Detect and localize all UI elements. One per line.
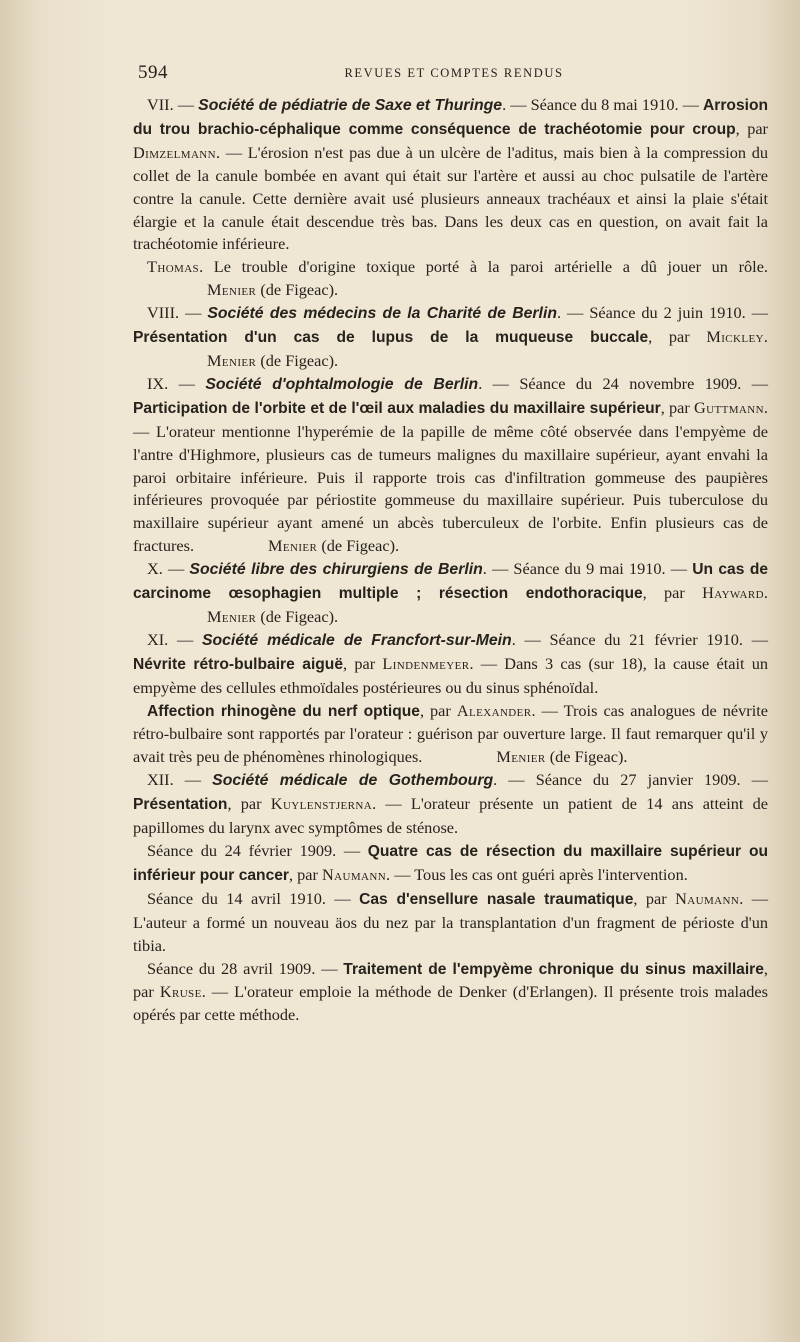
- paragraph-seance-28-avril: [133, 958, 768, 1028]
- paragraph-x: [133, 558, 768, 629]
- communication-title: Affection rhinogène du nerf optique: [147, 702, 420, 720]
- reviewer-signature: [254, 535, 399, 558]
- reviewer-signature: [482, 746, 627, 769]
- reviewer-location: (de Figeac).: [317, 536, 400, 556]
- communication-title: Traitement de l'empyème chronique du sinus maxillaire: [343, 960, 764, 978]
- reviewer-location: (de Figeac).: [256, 606, 339, 626]
- by-text: , par: [735, 118, 768, 138]
- body-text: . — Tous les cas ont guéri après l'intervention.: [386, 864, 688, 884]
- reviewer-name: Menier: [207, 280, 257, 300]
- society-name: Société de pédiatrie de Saxe et Thuringe: [198, 97, 503, 114]
- author-name: Naumann: [321, 864, 387, 884]
- reviewer-signature: [193, 350, 338, 373]
- author-name: Guttmann: [693, 397, 764, 417]
- communication-title: Névrite rétro-bulbaire aiguë: [133, 655, 344, 673]
- section-number: XI. —: [147, 629, 202, 649]
- paragraph-alexander: [133, 700, 768, 770]
- author-name: Alexander: [456, 700, 532, 720]
- society-name: Société libre des chirurgiens de Berlin: [189, 561, 483, 579]
- article-body: [133, 94, 768, 1027]
- author-name: Kuylenstjerna: [270, 794, 373, 814]
- author-name: Kruse: [159, 982, 202, 1002]
- session-text: Séance du 14 avril 1910. —: [147, 888, 360, 908]
- body-text: . — Trois cas analogues de névrite rétro-bulbaire sont rapportés par l'orateur : guérison par ouverture large. Il faut remarquer qu'il y avait très peu de phénomènes rhinologiques.: [133, 700, 768, 767]
- body-text: . — L'orateur présente un patient de 14 ans atteint de papillomes du larynx avec symptômes de sténose.: [133, 794, 768, 838]
- reviewer-name: Menier: [207, 606, 257, 626]
- by-text: , par: [633, 888, 676, 908]
- session-text: . — Séance du 21 février 1910. —: [511, 629, 768, 649]
- paragraph-vii: [133, 94, 768, 256]
- section-number: X. —: [147, 559, 190, 579]
- section-number: XII. —: [147, 770, 213, 790]
- by-text: , par: [288, 864, 322, 884]
- society-name: Société d'ophtalmologie de Berlin: [205, 375, 479, 393]
- page-header: [138, 62, 770, 90]
- author-name: Hayward: [702, 583, 764, 603]
- reviewer-location: (de Figeac).: [256, 350, 339, 370]
- society-name: Société des médecins de la Charité de Berlin: [207, 305, 557, 323]
- by-text: , par: [227, 794, 271, 814]
- paragraph-viii: [133, 302, 768, 373]
- session-text: Séance du 24 février 1909. —: [147, 841, 368, 860]
- by-text: , par: [648, 327, 707, 347]
- section-number: IX. —: [147, 373, 206, 393]
- communication-title: Cas d'ensellure nasale traumatique: [359, 890, 634, 908]
- body-text: . — L'orateur mentionne l'hyperémie de la papille de même côté observée dans l'empyème de l'antre d'Highmore, plusieurs cas de tumeurs malignes du maxillaire supérieur, ayant envahi la paroi orbitaire inférieure. Puis il rapporte trois cas d'infiltration gommeuse des paupières inférieures provoquée par périostite gommeuse du maxillaire supérieur. Puis tuberculose du maxillaire supérieur ayant amené un abcès tuberculeux de l'orbite. Enfin plusieurs cas de fractures.: [133, 397, 768, 556]
- session-text: . — Séance du 24 novembre 1909. —: [478, 373, 769, 393]
- section-number: VII. —: [147, 95, 199, 114]
- body-text: . — L'érosion n'est pas due à un ulcère de l'aditus, mais bien à la compression du collet de la canule bombée en avant qui était sur l'artère et aussi au choc pulsatile de l'artère contre la canule. Cette dernière avait usé plusieurs anneaux trachéaux et ainsi la plaie s'était élargie et la canule était descendue très bas. Dans les deux cas en question, on avait fait la trachéotomie inférieure.: [133, 142, 768, 254]
- author-name: Lindenmeyer: [382, 653, 470, 673]
- by-text: , par: [419, 700, 457, 720]
- by-text: , par: [133, 958, 768, 1002]
- session-text: . — Séance du 2 juin 1910. —: [557, 303, 769, 323]
- author-name: Thomas: [147, 257, 200, 277]
- society-name: Société médicale de Francfort-sur-Mein: [201, 631, 512, 649]
- session-text: . — Séance du 27 janvier 1909. —: [493, 770, 769, 790]
- reviewer-name: Menier: [496, 747, 546, 767]
- paragraph-thomas: [133, 256, 768, 302]
- session-text: . — Séance du 9 mai 1910. —: [482, 559, 693, 579]
- reviewer-name: Menier: [268, 536, 318, 556]
- section-number: VIII. —: [147, 303, 208, 323]
- reviewer-location: (de Figeac).: [545, 747, 628, 767]
- by-text: , par: [642, 583, 703, 603]
- session-text: Séance du 28 avril 1909. —: [147, 958, 344, 978]
- paragraph-seance-24-fevrier: [133, 840, 768, 888]
- body-text: . — L'orateur emploie la méthode de Denker (d'Erlangen). Il présente trois malades opérés par cette méthode.: [133, 982, 768, 1025]
- author-name: Naumann: [675, 888, 740, 908]
- communication-title: Participation de l'orbite et de l'œil aux maladies du maxillaire supérieur: [133, 399, 661, 417]
- body-text: . Le trouble d'origine toxique porté à la paroi artérielle a dû jouer un rôle.: [199, 257, 768, 277]
- paragraph-xii: [133, 769, 768, 840]
- reviewer-name: Menier: [207, 350, 257, 370]
- page-number: 594: [138, 62, 168, 83]
- communication-title: Quatre cas de résection du maxillaire supérieur ou inférieur pour cancer: [133, 843, 768, 884]
- by-text: , par: [660, 397, 694, 417]
- paragraph-seance-14-avril: [133, 888, 768, 958]
- body-text: .: [763, 327, 768, 347]
- communication-title: Présentation d'un cas de lupus de la muqueuse buccale: [133, 329, 649, 347]
- reviewer-signature: [193, 606, 338, 629]
- communication-title: Présentation: [133, 796, 228, 814]
- communication-title: Un cas de carcinome œsophagien multiple ; résection endothoracique: [133, 561, 769, 603]
- communication-title: Arrosion du trou brachio-céphalique comme conséquence de trachéotomie pour croup: [133, 97, 769, 138]
- reviewer-signature: [193, 279, 338, 302]
- paragraph-xi: [133, 629, 768, 700]
- body-text: .: [763, 583, 768, 603]
- session-text: . — Séance du 8 mai 1910. —: [502, 95, 704, 114]
- body-text: . — Dans 3 cas (sur 18), la cause était un empyème des cellules ethmoïdales postérieures ou du sinus sphénoïdal.: [133, 653, 769, 697]
- paragraph-ix: [133, 373, 768, 558]
- author-name: Mickley: [706, 327, 764, 347]
- running-head: REVUES ET COMPTES RENDUS: [344, 66, 564, 80]
- by-text: , par: [343, 653, 383, 673]
- body-text: . — L'auteur a formé un nouveau äos du nez par la transplantation d'un fragment de périoste d'un tibia.: [133, 888, 769, 955]
- society-name: Société médicale de Gothembourg: [212, 772, 494, 790]
- reviewer-location: (de Figeac).: [256, 280, 339, 300]
- author-name: Dimzelmann: [133, 142, 216, 162]
